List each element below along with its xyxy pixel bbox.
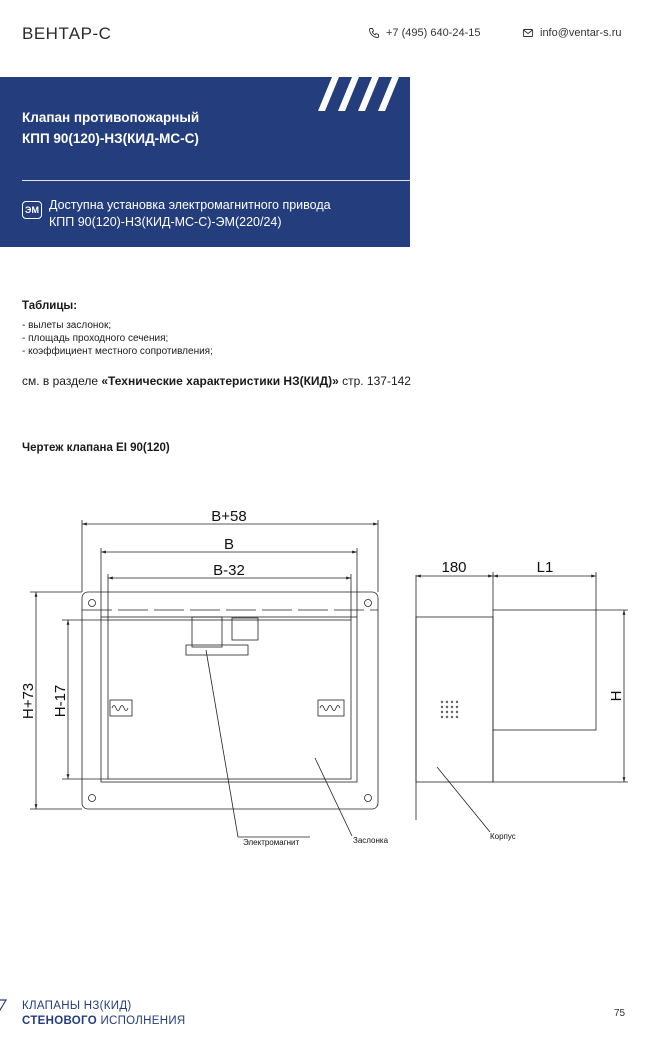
product-banner — [0, 77, 410, 247]
damper-drawing — [0, 490, 649, 860]
label-body: Корпус — [490, 832, 516, 841]
dim-l1: L1 — [536, 559, 554, 576]
tables-list — [22, 319, 213, 358]
dim-h17: H-17 — [52, 684, 69, 718]
mail-icon — [522, 27, 534, 39]
dim-h: H — [608, 690, 625, 702]
phone-contact[interactable] — [368, 27, 480, 39]
footer-section-line1: КЛАПАНЫ НЗ(КИД) — [22, 1000, 132, 1012]
see-reference — [22, 374, 411, 388]
dim-b58: B+58 — [211, 508, 247, 525]
page-number: 75 — [614, 1008, 626, 1019]
em-note — [49, 197, 331, 231]
dim-b32: B-32 — [213, 562, 245, 579]
drawing-title: Чертеж клапана EI 90(120) — [22, 442, 170, 454]
list-item: - коэффициент местного сопротивления; — [22, 346, 213, 357]
phone-number: +7 (495) 640-24-15 — [386, 27, 481, 39]
footer-rest: ИСПОЛНЕНИЯ — [96, 1015, 186, 1027]
tables-heading: Таблицы: — [22, 300, 78, 312]
label-damper: Заслонка — [353, 836, 389, 845]
email-contact[interactable] — [522, 27, 621, 39]
dim-180: 180 — [441, 559, 467, 576]
brand-name: ВЕНТАР-С — [22, 24, 112, 43]
footer-section-line2 — [22, 1015, 186, 1027]
footer-bold-word: СТЕНОВОГО — [22, 1015, 97, 1027]
phone-icon — [368, 27, 380, 39]
list-item: - вылеты заслонок; — [22, 320, 112, 331]
product-title-line1: Клапан противопожарный — [22, 110, 200, 125]
em-badge: ЭМ — [22, 201, 42, 219]
footer-logo-icon — [0, 998, 8, 1012]
product-title-line2: КПП 90(120)-НЗ(КИД-МС-С) — [22, 131, 199, 146]
em-note-line1: Доступна установка электромагнитного привода — [49, 198, 331, 212]
banner-divider — [22, 180, 410, 181]
decorative-stripes — [318, 77, 410, 111]
dim-h73: H+73 — [20, 682, 37, 720]
label-magnet: Электромагнит — [243, 838, 300, 847]
see-section-link[interactable]: «Технические характеристики НЗ(КИД)» — [101, 374, 339, 388]
dim-b: B — [223, 536, 235, 553]
list-item: - площадь проходного сечения; — [22, 333, 169, 344]
em-note-line2: КПП 90(120)-НЗ(КИД-МС-С)-ЭМ(220/24) — [49, 215, 282, 229]
see-prefix: см. в разделе — [22, 374, 102, 388]
see-suffix: стр. 137-142 — [338, 374, 411, 388]
email-address: info@ventar-s.ru — [540, 27, 622, 39]
product-title — [22, 107, 199, 149]
